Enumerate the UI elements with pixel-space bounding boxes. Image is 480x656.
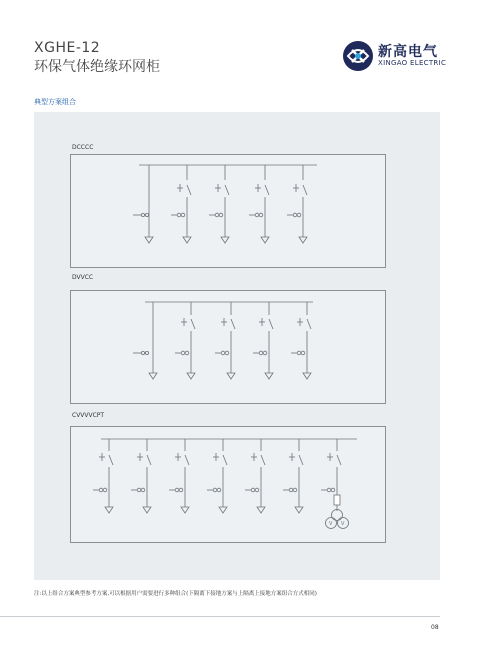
schemes-panel xyxy=(34,112,440,580)
footer-divider xyxy=(0,616,440,617)
single-line-diagram-1 xyxy=(71,155,385,267)
scheme-label-2: DVVCC xyxy=(72,274,94,281)
company-logo xyxy=(340,38,460,74)
logo-name-en: XINGAO ELECTRIC xyxy=(378,59,447,67)
svg-text:V: V xyxy=(329,521,333,527)
header-title: 环保气体绝缘环网柜 xyxy=(34,59,160,75)
logo-mark-icon xyxy=(342,40,374,72)
svg-text:V: V xyxy=(341,521,345,527)
header-model: XGHE-12 xyxy=(34,40,101,56)
logo-name-cn: 新高电气 xyxy=(378,44,438,60)
single-line-diagram-2 xyxy=(71,291,385,403)
section-title: 典型方案组合 xyxy=(34,98,76,106)
scheme-box-3 xyxy=(70,426,386,543)
scheme-label-1: DCCCC xyxy=(72,144,94,151)
single-line-diagram-3 xyxy=(71,427,385,542)
scheme-box-1 xyxy=(70,154,386,268)
scheme-label-3: CVVVVCPT xyxy=(72,412,105,419)
footnote: 注:以上组合方案典型参考方案,可以根据用户需要进行多种组合(下隔离下接地方案与上隔离上接地方案组合方式相同) xyxy=(34,591,317,597)
scheme-box-2 xyxy=(70,290,386,404)
page-number: 08 xyxy=(431,624,439,631)
